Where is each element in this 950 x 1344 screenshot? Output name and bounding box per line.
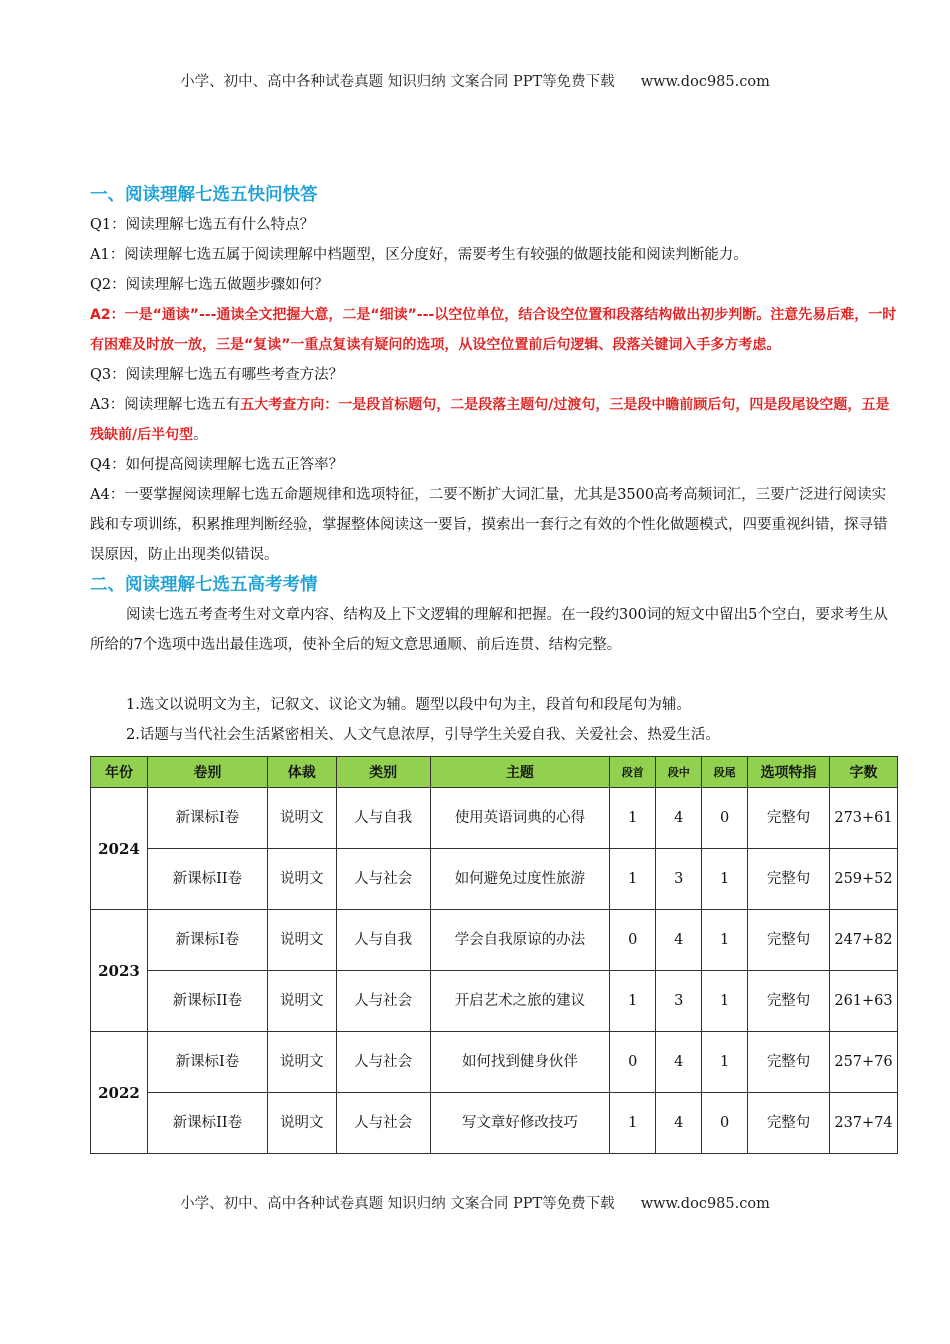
q4-text: Q4：如何提高阅读理解七选五正答率？ [90, 457, 344, 473]
paper-cell: 新课标I卷 [147, 910, 267, 971]
a1-text: A1：阅读理解七选五属于阅读理解中档题型，区分度好，需要考生有较强的做题技能和阅读判断能力。 [90, 247, 748, 263]
year-cell: 2024 [91, 788, 148, 910]
a3-suffix: 。 [193, 427, 208, 443]
exam-table [90, 756, 898, 1154]
paper-cell: 新课标II卷 [147, 971, 267, 1032]
first-cell: 1 [610, 1093, 656, 1154]
paper-cell: 新课标II卷 [147, 849, 267, 910]
middle-cell: 4 [656, 1093, 702, 1154]
header-first: 段首 [610, 757, 656, 788]
table-row [91, 910, 898, 971]
words-cell: 237+74 [830, 1093, 898, 1154]
category-cell: 人与自我 [336, 910, 430, 971]
document-body [90, 180, 898, 1154]
table-row [91, 788, 898, 849]
a4-text: A4：一要掌握阅读理解七选五命题规律和选项特征，二要不断扩大词汇量，尤其是3500高考高频词汇，三要广泛进行阅读实践和专项训练，积累推理判断经验，掌握整体阅读这一要旨，摸索出一套行之有效的个性化做题模式，四要重视纠错，探寻错误原因，防止出现类似错误。 [90, 487, 888, 563]
spacer [90, 660, 898, 690]
header-last: 段尾 [702, 757, 748, 788]
header-text: 小学、初中、高中各种试卷真题 知识归纳 文案合同 PPT等免费下载 [180, 74, 615, 90]
genre-cell: 说明文 [267, 1032, 336, 1093]
header-year: 年份 [91, 757, 148, 788]
genre-cell: 说明文 [267, 849, 336, 910]
section2-title: 二、阅读理解七选五高考考情 [90, 575, 318, 595]
category-cell: 人与社会 [336, 849, 430, 910]
table-row [91, 849, 898, 910]
table-row [91, 1093, 898, 1154]
category-cell: 人与社会 [336, 1093, 430, 1154]
last-cell: 1 [702, 1032, 748, 1093]
header-paper: 卷别 [147, 757, 267, 788]
section2-intro: 阅读七选五考查考生对文章内容、结构及上下文逻辑的理解和把握。在一段约300词的短文中留出5个空白，要求考生从所给的7个选项中选出最佳选项，使补全后的短文意思通顺、前后连贯、结构完整。 [90, 607, 888, 653]
first-cell: 1 [610, 788, 656, 849]
page-footer [0, 1192, 950, 1213]
a2-text: A2：一是“通读”---通读全文把握大意，二是“细读”---以空位单位，结合设空位置和段落结构做出初步判断。注意先易后难，一时有困难及时放一放，三是“复读”一重点复读有疑问的选项，从设空位置前后句逻辑、段落关键词入手多方考虑。 [90, 307, 897, 353]
paper-cell: 新课标II卷 [147, 1093, 267, 1154]
topic-cell: 学会自我原谅的办法 [430, 910, 610, 971]
first-cell: 1 [610, 849, 656, 910]
option-cell: 完整句 [748, 1093, 830, 1154]
header-middle: 段中 [656, 757, 702, 788]
a3-prefix: A3：阅读理解七选五有 [90, 397, 241, 413]
header-category: 类别 [336, 757, 430, 788]
words-cell: 257+76 [830, 1032, 898, 1093]
paper-cell: 新课标I卷 [147, 1032, 267, 1093]
first-cell: 0 [610, 1032, 656, 1093]
middle-cell: 4 [656, 1032, 702, 1093]
first-cell: 1 [610, 971, 656, 1032]
option-cell: 完整句 [748, 910, 830, 971]
middle-cell: 4 [656, 788, 702, 849]
words-cell: 259+52 [830, 849, 898, 910]
footer-text: 小学、初中、高中各种试卷真题 知识归纳 文案合同 PPT等免费下载 [180, 1196, 615, 1212]
header-url[interactable]: www.doc985.com [640, 74, 770, 90]
paper-cell: 新课标I卷 [147, 788, 267, 849]
words-cell: 261+63 [830, 971, 898, 1032]
middle-cell: 4 [656, 910, 702, 971]
last-cell: 0 [702, 1093, 748, 1154]
topic-cell: 开启艺术之旅的建议 [430, 971, 610, 1032]
section1-title: 一、阅读理解七选五快问快答 [90, 185, 318, 205]
category-cell: 人与自我 [336, 788, 430, 849]
last-cell: 1 [702, 910, 748, 971]
topic-cell: 如何找到健身伙伴 [430, 1032, 610, 1093]
category-cell: 人与社会 [336, 971, 430, 1032]
footer-url[interactable]: www.doc985.com [640, 1196, 770, 1212]
header-topic: 主题 [430, 757, 610, 788]
words-cell: 247+82 [830, 910, 898, 971]
words-cell: 273+61 [830, 788, 898, 849]
topic-cell: 写文章好修改技巧 [430, 1093, 610, 1154]
table-row [91, 971, 898, 1032]
last-cell: 1 [702, 849, 748, 910]
option-cell: 完整句 [748, 849, 830, 910]
table-row [91, 1032, 898, 1093]
q2-text: Q2：阅读理解七选五做题步骤如何？ [90, 277, 329, 293]
topic-cell: 使用英语词典的心得 [430, 788, 610, 849]
q1-text: Q1：阅读理解七选五有什么特点？ [90, 217, 315, 233]
middle-cell: 3 [656, 849, 702, 910]
genre-cell: 说明文 [267, 788, 336, 849]
point-2: 2.话题与当代社会生活紧密相关、人文气息浓厚，引导学生关爱自我、关爱社会、热爱生活。 [126, 727, 720, 743]
option-cell: 完整句 [748, 971, 830, 1032]
point-1: 1.选文以说明文为主，记叙文、议论文为辅。题型以段中句为主，段首句和段尾句为辅。 [126, 697, 691, 713]
a3-text [90, 390, 898, 450]
topic-cell: 如何避免过度性旅游 [430, 849, 610, 910]
middle-cell: 3 [656, 971, 702, 1032]
genre-cell: 说明文 [267, 971, 336, 1032]
option-cell: 完整句 [748, 788, 830, 849]
option-cell: 完整句 [748, 1032, 830, 1093]
genre-cell: 说明文 [267, 1093, 336, 1154]
a3-highlight: 五大考查方向：一是段首标题句，二是段落主题句/过渡句，三是段中瞻前顾后句，四是段尾设空题，五是残缺前/后半句型 [90, 397, 890, 443]
header-genre: 体裁 [267, 757, 336, 788]
year-cell: 2023 [91, 910, 148, 1032]
first-cell: 0 [610, 910, 656, 971]
table-header-row [91, 757, 898, 788]
last-cell: 1 [702, 971, 748, 1032]
q3-text: Q3：阅读理解七选五有哪些考查方法？ [90, 367, 344, 383]
header-option: 选项特指 [748, 757, 830, 788]
year-cell: 2022 [91, 1032, 148, 1154]
header-words: 字数 [830, 757, 898, 788]
last-cell: 0 [702, 788, 748, 849]
genre-cell: 说明文 [267, 910, 336, 971]
page-header [0, 70, 950, 91]
category-cell: 人与社会 [336, 1032, 430, 1093]
